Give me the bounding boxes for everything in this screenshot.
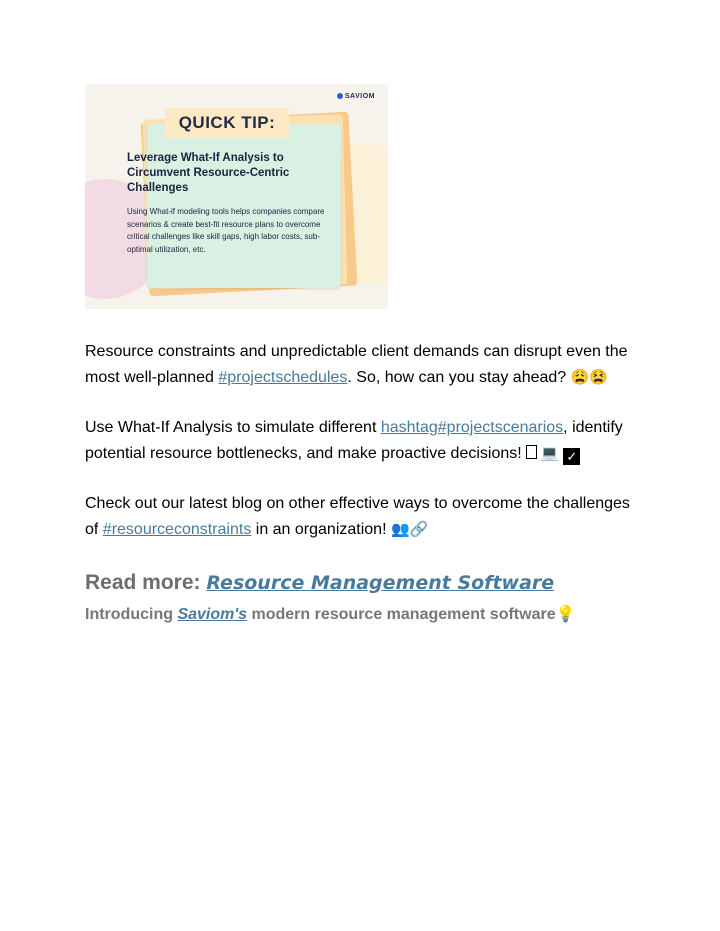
check-mark-icon: ✓: [563, 448, 580, 465]
saviom-logo: SAVIOM: [337, 93, 375, 100]
lightbulb-icon: 💡: [555, 606, 576, 623]
projectschedules-link[interactable]: #projectschedules: [218, 369, 348, 386]
paragraph-1: Resource constraints and unpredictable client demands can disrupt even the most well-planned #projectschedules. So, how can you stay ahead? 😩😫: [85, 343, 628, 386]
projectscenarios-link[interactable]: hashtag#projectscenarios: [380, 419, 564, 436]
quick-tip-image: [85, 84, 388, 309]
introducing-line: Introducing Saviom's modern resource management software💡: [85, 606, 576, 623]
read-more-line: Read more: Resource Management Software: [85, 571, 555, 594]
paragraph-3: Check out our latest blog on other effective ways to overcome the challenges of #resourceconstraints in an organization! 👥🔗: [85, 495, 630, 538]
paragraph-2: Use What-If Analysis to simulate different hashtag#projectscenarios, identify potential resource bottlenecks, and make proactive decisions! 💻 ✓: [85, 419, 623, 464]
laptop-icon: 💻: [540, 445, 559, 462]
resource-management-software-link[interactable]: Resource Management Software: [206, 572, 555, 594]
tip-body: Using What-if modeling tools helps companies compare scenarios & create best-fit resource plans to overcome critical challenges like skill gaps, high labor costs, sub-optimal utilization, etc.: [127, 207, 325, 255]
quick-tip-title: QUICK TIP:: [165, 108, 289, 138]
missing-glyph-icon: [526, 445, 537, 459]
tired-face-icon: 😩😫: [570, 369, 608, 386]
tip-heading: Leverage What-If Analysis to Circumvent Resource-Centric Challenges: [127, 152, 290, 194]
people-link-icon: 👥🔗: [390, 521, 429, 538]
saviom-link[interactable]: Saviom's: [177, 606, 248, 623]
resourceconstraints-link[interactable]: #resourceconstraints: [102, 521, 252, 538]
